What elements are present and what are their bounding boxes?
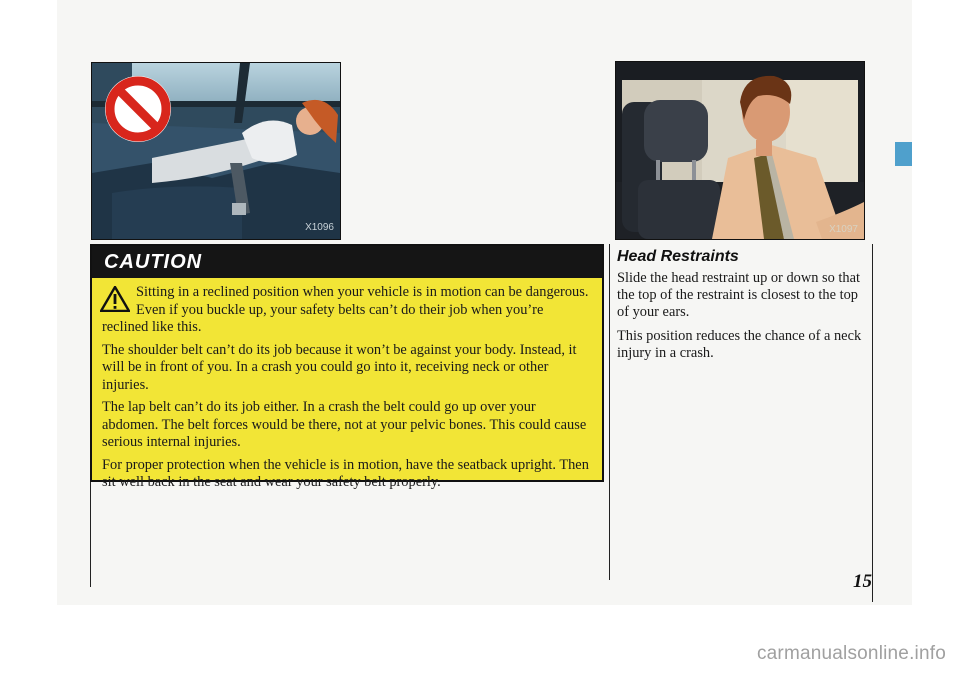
caution-paragraph: For proper protection when the vehicle is in motion, have the seatback upright. Then sit well back in the seat and wear your safety belt properly. [102,456,589,490]
center-column-rule [609,244,610,580]
photo-code: X1097 [829,224,858,235]
caution-body [92,278,602,492]
caution-box [90,244,604,490]
caution-title: CAUTION [92,246,602,278]
photo-code: X1096 [305,222,334,233]
caution-paragraph: Sitting in a reclined position when your vehicle is in motion can be dangerous. Even if you buckle up, your safety belts can’t do their job when you’re reclined like this. [102,284,589,335]
caution-paragraph: The lap belt can’t do its job either. In a crash the belt could go up over your abdomen. The belt forces would be there, not at your pelvic bones. This could cause serious internal injuries. [102,399,587,450]
section-tab-marker [895,142,912,166]
section-heading: Head Restraints [617,248,739,265]
left-column-rule [90,482,91,587]
right-column-rule [872,244,873,602]
caution-paragraph: The shoulder belt can’t do its job because it won’t be against your body. Instead, it will be in front of you. In a crash you could go into it, receiving neck or other injuries. [102,341,577,393]
body-paragraph: Slide the head restraint up or down so that the top of the restraint is closest to the top of your ears. [617,270,860,321]
reclined-passenger-photo [91,62,341,240]
watermark-link[interactable]: carmanualsonline.info [756,643,946,664]
footer-band [0,605,960,675]
page-number: 15 [853,571,872,592]
driver-head-restraint-photo [615,61,865,240]
section-body [617,270,867,368]
warning-triangle-icon [100,286,130,312]
body-paragraph: This position reduces the chance of a neck injury in a crash. [617,327,862,361]
